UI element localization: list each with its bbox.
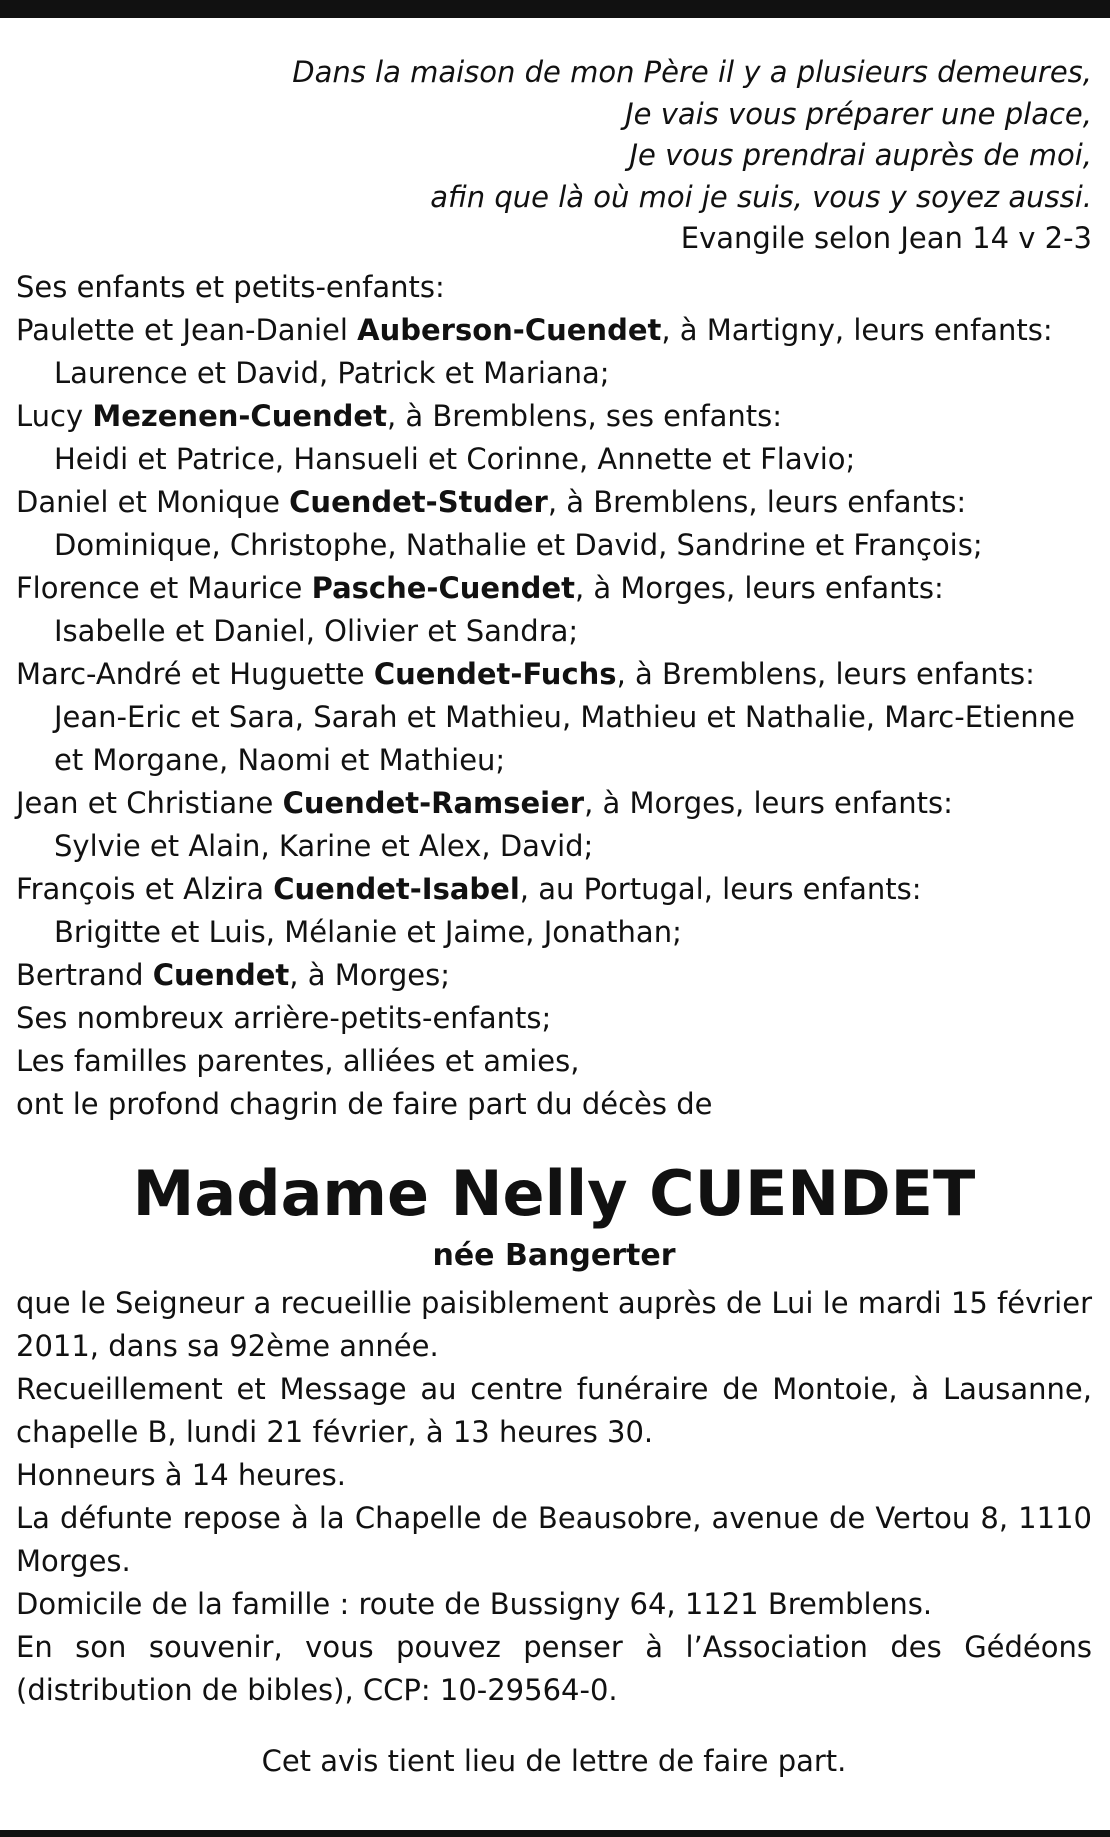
entry-names: Bertrand [16,957,153,992]
bottom-rule [0,1830,1110,1837]
obituary-notice [16,52,1092,1783]
entry-surname: Cuendet-Fuchs [373,656,617,691]
entry-surname: Cuendet-Isabel [273,871,520,906]
entry-surname: Mezenen-Cuendet [92,398,387,433]
verse-reference: Evangile selon Jean 14 v 2-3 [680,221,1092,255]
entry-surname: Cuendet-Studer [289,484,548,519]
family-entry [16,567,1092,653]
entry-location: , à Morges, leurs enfants: [584,785,953,820]
deceased-name: Madame Nelly CUENDET [132,1156,976,1230]
entry-location: , à Bremblens, leurs enfants: [547,484,967,519]
verse-line: afin que là où moi je suis, vous y soyez aussi. [430,179,1092,214]
entry-children: Isabelle et Daniel, Olivier et Sandra; [54,613,579,648]
detail-paragraph: Honneurs à 14 heures. [16,1457,346,1492]
entry-children: Brigitte et Luis, Mélanie et Jaime, Jonathan; [54,914,682,949]
entry-location: , à Morges, leurs enfants: [574,570,944,605]
verse-line: Je vais vous préparer une place, [625,96,1092,131]
top-rule [0,0,1110,18]
entry-names: Jean et Christiane [16,785,283,820]
entry-names: Daniel et Monique [16,484,290,519]
entry-names: François et Alzira [16,871,274,906]
entry-location: , à Bremblens, leurs enfants: [616,656,1035,691]
verse-line: Je vous prendrai auprès de moi, [629,138,1092,172]
entry-surname: Cuendet [152,957,290,992]
family-entry [16,653,1092,782]
entry-children: Laurence et David, Patrick et Mariana; [54,355,610,390]
closing-note: Cet avis tient lieu de lettre de faire part. [261,1743,847,1778]
entry-names: Florence et Maurice [16,570,312,605]
entry-children: Jean-Eric et Sara, Sarah et Mathieu, Mathieu et Nathalie, Marc-Etienne [54,699,1075,734]
entry-location: , à Martigny, leurs enfants: [661,312,1053,347]
family-closing-line: ont le profond chagrin de faire part du décès de [16,1086,713,1121]
family-entry [16,395,1092,481]
entry-surname: Cuendet-Ramseier [282,785,585,820]
notice-details [16,1282,1092,1712]
entry-names: Lucy [16,398,93,433]
entry-names: Paulette et Jean-Daniel [16,312,358,347]
detail-paragraph: Recueillement et Message au centre funéraire de Montoie, à Lausanne, chapelle B, lundi 21 février, à 13 heures 30. [16,1371,1092,1449]
entry-surname: Pasche-Cuendet [311,570,575,605]
verse-line: Dans la maison de mon Père il y a plusieurs demeures, [292,55,1092,89]
detail-paragraph: Domicile de la famille : route de Bussigny 64, 1121 Bremblens. [16,1586,933,1621]
family-closing-line: Ses nombreux arrière-petits-enfants; [16,1000,552,1035]
family-closing-line: Les familles parentes, alliées et amies, [16,1043,580,1078]
entry-location: , à Bremblens, ses enfants: [386,398,783,433]
entry-location: , à Morges; [289,957,451,992]
entry-location: , au Portugal, leurs enfants: [519,871,922,906]
detail-paragraph: que le Seigneur a recueillie paisiblement auprès de Lui le mardi 15 février 2011, dans sa 92ème année. [16,1285,1092,1363]
family-entry [16,309,1092,395]
maiden-name: née Bangerter [432,1237,676,1273]
entry-surname: Auberson-Cuendet [357,312,662,347]
entry-names: Marc-André et Huguette [16,656,374,691]
bible-verse [16,52,1092,218]
family-entry [16,782,1092,868]
family-intro: Ses enfants et petits-enfants: [16,269,445,304]
detail-paragraph: En son souvenir, vous pouvez penser à l’Association des Gédéons (distribution de bibles), CCP: 10-29564-0. [16,1629,1092,1707]
family-entry [16,868,1092,954]
family-entry [16,481,1092,567]
entry-children: Dominique, Christophe, Nathalie et David, Sandrine et François; [54,527,983,562]
entry-children: Sylvie et Alain, Karine et Alex, David; [54,828,594,863]
detail-paragraph: La défunte repose à la Chapelle de Beausobre, avenue de Vertou 8, 1110 Morges. [16,1500,1092,1578]
entry-children: Heidi et Patrice, Hansueli et Corinne, Annette et Flavio; [54,441,856,476]
entry-children: et Morgane, Naomi et Mathieu; [54,742,506,777]
family-list [16,266,1092,1126]
family-entry [16,954,1092,997]
